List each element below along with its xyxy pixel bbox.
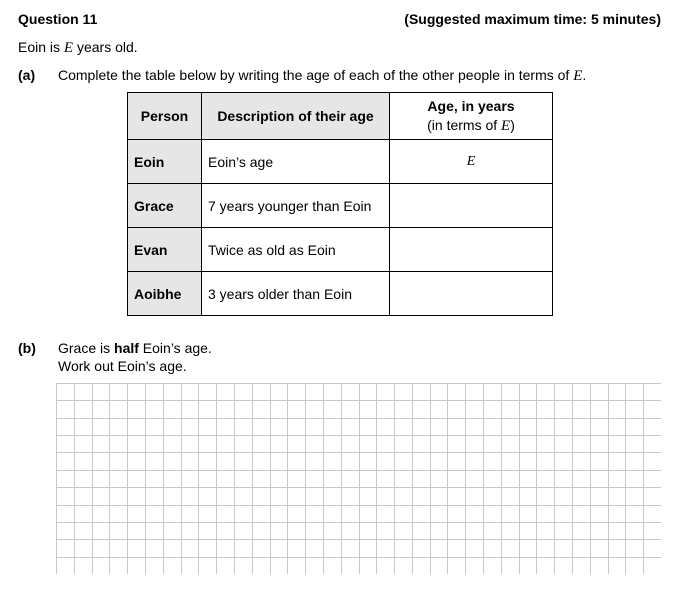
person-cell: Eoin [128, 140, 202, 184]
variable-e: E [63, 40, 74, 56]
age-answer-cell[interactable] [390, 228, 553, 272]
question-title: Question 11 [18, 11, 98, 27]
header-description: Description of their age [202, 93, 390, 140]
header-age-prefix: (in terms of [427, 116, 498, 133]
intro-text [18, 39, 138, 57]
intro-after: years old. [76, 39, 138, 55]
age-cell: E [390, 140, 553, 184]
suggested-time: (Suggested maximum time: 5 minutes) [404, 11, 661, 27]
part-b-before: Grace is [58, 340, 111, 356]
part-b-label: (b) [18, 340, 36, 356]
part-a-instruction [58, 67, 586, 85]
person-cell: Grace [128, 184, 202, 228]
table-row [128, 184, 553, 228]
intro-before: Eoin is [18, 39, 61, 55]
part-b-bold: half [114, 340, 139, 356]
header-age-line1: Age, in years [427, 97, 515, 114]
header-age [390, 93, 553, 140]
header-person: Person [128, 93, 202, 140]
header-age-line2 [427, 117, 515, 133]
description-cell: 3 years older than Eoin [202, 272, 390, 316]
part-b-line1 [58, 340, 212, 356]
variable-e: E [501, 117, 511, 134]
table-row [128, 228, 553, 272]
part-b-after: Eoin’s age. [142, 340, 212, 356]
person-cell: Evan [128, 228, 202, 272]
description-cell: 7 years younger than Eoin [202, 184, 390, 228]
table-row [128, 272, 553, 316]
age-answer-cell[interactable] [390, 272, 553, 316]
variable-e: E [573, 68, 583, 84]
age-answer-cell[interactable] [390, 184, 553, 228]
answer-grid[interactable] [56, 383, 661, 574]
age-table [127, 92, 553, 316]
part-a-label: (a) [18, 67, 36, 83]
header-age-suffix: ) [510, 116, 515, 133]
part-a-end: . [582, 67, 587, 83]
table-header-row [128, 93, 553, 140]
person-cell: Aoibhe [128, 272, 202, 316]
table-row [128, 140, 553, 184]
part-b-line2: Work out Eoin’s age. [58, 358, 187, 374]
part-a-text: Complete the table below by writing the age of each of the other people in terms of [58, 67, 570, 83]
description-cell: Eoin’s age [202, 140, 390, 184]
description-cell: Twice as old as Eoin [202, 228, 390, 272]
